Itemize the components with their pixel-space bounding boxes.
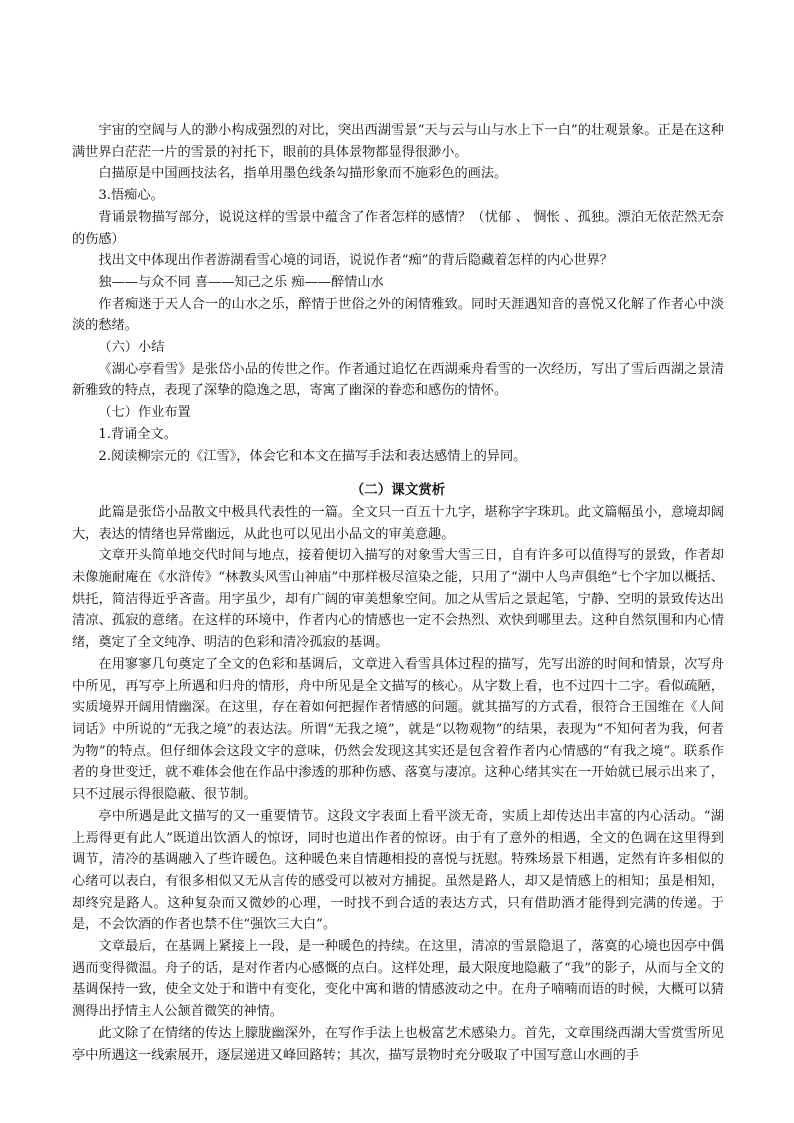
- heading-summary: （六）小结: [98, 340, 165, 356]
- paragraph-baimiao: 白描原是中国画技法名，指单用墨色线条勾描形象而不施彩色的画法。: [98, 166, 508, 182]
- homework-item-2: 2.阅读柳宗元的《江雪》，体会它和本文在描写手法和表达感情上的异同。: [98, 448, 527, 464]
- heading-homework: （七）作业布置: [98, 405, 191, 421]
- paragraph-keywords: 独——与众不同 喜——知己之乐 痴——醉情山水: [98, 274, 384, 290]
- document-page: [72, 120, 724, 1066]
- paragraph-question-chi: 找出文中体现出作者游湖看雪心境的词语，说说作者“痴”的背后隐藏着怎样的内心世界？: [98, 253, 613, 269]
- homework-item-1: 1.背诵全文。: [98, 426, 177, 442]
- paragraph-opening: 文章开头简单地交代时间与地点，接着便切入描写的对象雪大雪三日，自有许多可以值得写的景致，作者却未像施耐庵在《水浒传》“林教头风雪山神庙”中那样极尽渲染之能，只用了“湖中人鸟声俱绝”七个字加以概括、烘托，简洁得近乎吝啬。用字虽少，却有广阔的审美想象空间。加之从雪后之景起笔，宁静、空明的景致传达出清凉、孤寂的意绪。在这样的环境中，作者内心的情感也一定不会热烈、欢快到哪里去。这种自然氛围和内心情绪，奠定了全文纯净、明洁的色彩和清冷孤寂的基调。: [72, 548, 724, 651]
- paragraph-wu-chixin: 3.悟痴心。: [98, 188, 164, 204]
- paragraph-technique: 此文除了在情绪的传达上朦胧幽深外，在写作手法上也极富艺术感染力。首先，文章围绕西湖大雪赏雪所见亭中所遇这一线索展开，逐层递进又峰回路转；其次，描写景物时充分吸取了中国写意山水画的手: [72, 1025, 724, 1063]
- paragraph-contrast: 宇宙的空阔与人的渺小构成强烈的对比，突出西湖雪景“天与云与山与水上下一白”的壮观景象。正是在这种满世界白茫茫一片的雪景的衬托下，眼前的具体景物都显得很渺小。: [72, 123, 724, 160]
- paragraph-ending: 文章最后，在基调上紧接上一段，是一种暖色的持续。在这里，清凉的雪景隐退了，落寞的心境也因亭中偶遇而变得微温。舟子的话，是对作者内心感慨的点白。这样处理，最大限度地隐蔽了“我”的影子，从而与全文的基调保持一致，使全文处于和谐中有变化，变化中寓和谐的情感波动之中。在舟子喃喃而语的时候，大概可以猜测得出抒情主人公颔首微笑的神情。: [72, 939, 724, 1020]
- paragraph-viewing: 在用寥寥几句奠定了全文的色彩和基调后，文章进入看雪具体过程的描写，先写出游的时间和情景，次写舟中所见，再写亭上所遇和归舟的情形，舟中所见是全文描写的核心。从字数上看，也不过四十二字。看似疏陋，实质境界开阔用情幽深。在这里，存在着如何把握作者情感的问题。就其描写的方式看，很符合王国维在《人间词话》中所说的“无我之境”的表达法。所谓“无我之境”，就是“以物观物”的结果，表现为“不知何者为我，何者为物”的特点。但仔细体会这段文字的意味，仍然会发现这其实还是包含着作者内心情感的“有我之境”。联系作者的身世变迁，就不难体会他在作品中渗透的那种伤感、落寞与凄凉。这种心绪其实在一开始就已展示出来了，只不过展示得很隐蔽、很节制。: [72, 656, 724, 803]
- paragraph-intro: 此篇是张岱小品散文中极具代表性的一篇。全文只一百五十九字，堪称字字珠玑。此文篇幅虽小，意境却阔大，表达的情绪也异常幽远，从此也可以见出小品文的审美意趣。: [72, 504, 724, 542]
- paragraph-question-emotion: 背诵景物描写部分，说说这样的雪景中蕴含了作者怎样的感情？（忧郁 、 惆怅 、孤独。漂泊无依茫然无奈的伤感）: [72, 209, 724, 247]
- paragraph-summary: 《湖心亭看雪》是张岱小品的传世之作。作者通过追忆在西湖乘舟看雪的一次经历，写出了雪后西湖之景清新雅致的特点，表现了深挚的隐逸之思，寄寓了幽深的眷恋和感伤的情怀。: [72, 361, 724, 399]
- section-heading-appreciation: （二）课文赏析: [350, 482, 446, 499]
- paragraph-answer: 作者痴迷于天人合一的山水之乐，醉情于世俗之外的闲情雅致。同时天涯遇知音的喜悦又化解了作者心中淡淡的愁绪。: [72, 296, 724, 334]
- paragraph-pavilion: 亭中所遇是此文描写的又一重要情节。这段文字表面上看平淡无奇，实质上却传达出丰富的内心活动。“湖上焉得更有此人”既道出饮酒人的惊讶，同时也道出作者的惊讶。由于有了意外的相遇，全文的色调在这里得到调节，清冷的基调融入了些许暖色。这种暖色来自情趣相投的喜悦与抚慰。特殊场景下相遇，定然有许多相似的心绪可以表白，有很多相似又无从言传的感受可以被对方捕捉。虽然是路人，却又是情感上的相知；虽是相知，却终究是路人。这种复杂而又微妙的心理，一时找不到合适的表达方式，只有借助酒才能得到完满的传递。于是，不会饮酒的作者也禁不住“强饮三大白”。: [72, 808, 724, 933]
